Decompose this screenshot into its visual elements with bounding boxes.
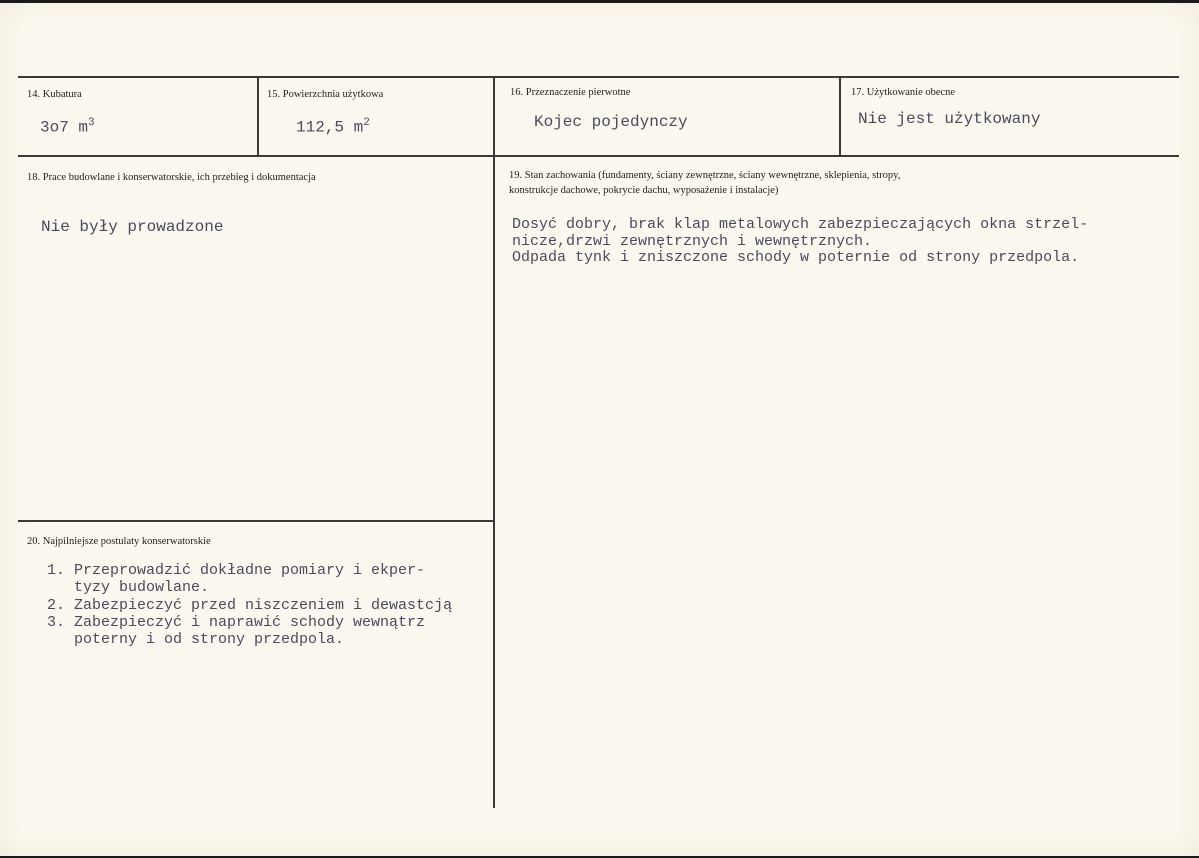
column-divider-3	[839, 78, 841, 156]
field-20-line-3: 2. Zabezpieczyć przed niszczeniem i dewastcją	[47, 597, 453, 614]
field-15-value: 112,5 $m^2$	[296, 117, 370, 137]
section-divider-line	[18, 520, 493, 522]
field-20-label: 20. Najpilniejsze postulaty konserwatorskie	[27, 536, 211, 547]
field-16-value: Kojec pojedynczy	[534, 113, 688, 131]
row-divider-line	[18, 155, 1179, 157]
top-border-line	[18, 76, 1179, 78]
field-20-line-4: 3. Zabezpieczyć i naprawić schody wewnątrz	[47, 614, 426, 631]
field-17-label: 17. Użytkowanie obecne	[851, 87, 956, 98]
field-20-line-1: 1. Przeprowadzić dokładne pomiary i ekper-	[47, 562, 426, 579]
field-19-text-line-1: Dosyć dobry, brak klap metalowych zabezpieczających okna strzel-	[512, 216, 1089, 233]
field-20-line-5: poterny i od strony przedpola.	[47, 631, 345, 648]
field-14-label: 14. Kubatura	[27, 89, 82, 100]
field-14-value: 3o7 $m^3$	[40, 117, 95, 137]
column-divider-1	[257, 78, 259, 156]
field-18-value: Nie były prowadzone	[41, 218, 224, 236]
field-20-line-2: tyzy budowlane.	[47, 579, 210, 596]
field-17-value: Nie jest użytkowany	[858, 110, 1041, 128]
record-card	[0, 3, 1199, 856]
field-18-label: 18. Prace budowlane i konserwatorskie, ich przebieg i dokumentacja	[27, 172, 316, 183]
field-19-label-line-2: konstrukcje dachowe, pokrycie dachu, wyposażenie i instalacje)	[509, 185, 779, 196]
field-15-label: 15. Powierzchnia użytkowa	[267, 89, 384, 100]
field-16-label: 16. Przeznaczenie pierwotne	[510, 87, 631, 98]
field-19-label-line-1: 19. Stan zachowania (fundamenty, ściany zewnętrzne, ściany wewnętrzne, sklepienia, stropy,	[509, 170, 901, 181]
field-19-text-line-2: nicze,drzwi zewnętrznych i wewnętrznych.	[512, 233, 873, 250]
column-divider-2	[493, 78, 495, 808]
field-19-text-line-3: Odpada tynk i zniszczone schody w poternie od strony przedpola.	[512, 249, 1080, 266]
